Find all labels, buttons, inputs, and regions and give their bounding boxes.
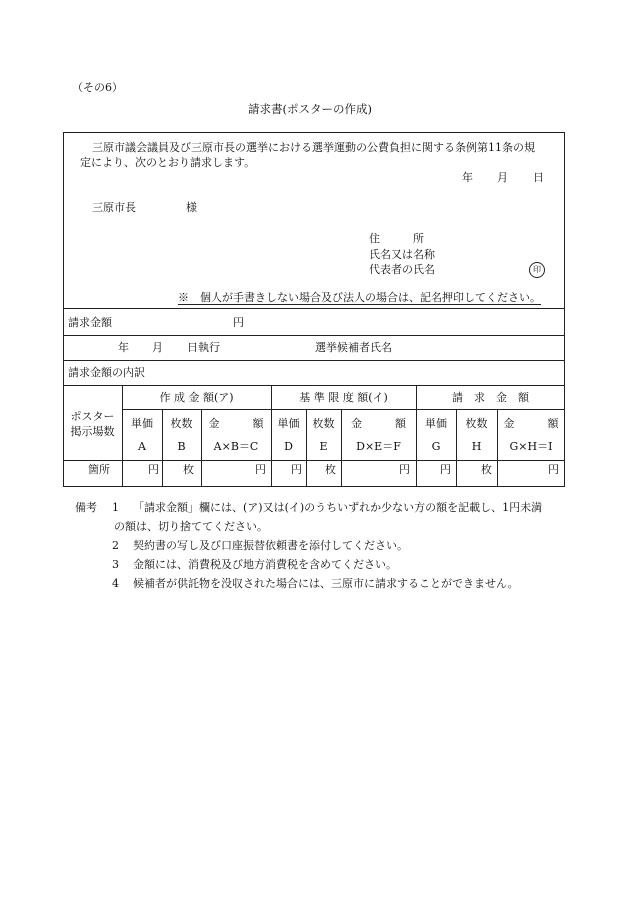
subheader-code: B — [177, 440, 186, 453]
unit-yen: 円 — [399, 463, 410, 476]
subheader-code: D — [284, 440, 293, 453]
representative-label: 代表者の氏名 — [369, 263, 435, 276]
subheader-label: 単価 — [131, 417, 153, 430]
form-number: （その6） — [72, 81, 123, 94]
subheader-code: G×H＝I — [509, 440, 553, 453]
date-month-label: 月 — [497, 171, 508, 184]
unit-sheets: 枚 — [481, 463, 492, 476]
divider — [63, 335, 565, 336]
subheader-label: 枚数 — [465, 417, 488, 430]
subheader-code: E — [319, 440, 328, 453]
addressee-honorific: 様 — [186, 201, 197, 214]
applicant-name-label: 氏名又は名称 — [369, 248, 435, 261]
date-day-label: 日 — [533, 171, 544, 184]
divider — [122, 409, 565, 410]
seal-mark-icon: 印 — [529, 262, 545, 278]
subheader-label: 枚数 — [312, 417, 335, 430]
divider — [63, 460, 565, 461]
intro-line-2: 定により、次のとおり請求します。 — [80, 156, 256, 169]
unit-yen: 円 — [440, 463, 451, 476]
subheader-label: 単価 — [425, 417, 447, 430]
remark-text: 契約書の写し及び口座振替依頼書を添付してください。 — [133, 539, 408, 552]
unit-sheets: 枚 — [183, 463, 194, 476]
group-header-production: 作 成 金 額(ア) — [159, 391, 234, 404]
seal-note: ※ 個人が手書きしない場合及び法人の場合は、記名押印してください。 — [178, 291, 541, 304]
amount-unit: 円 — [233, 316, 244, 329]
divider — [63, 360, 565, 361]
subheader-code: A — [138, 440, 146, 453]
form-frame — [63, 132, 565, 487]
addressee-name: 三原市長 — [92, 201, 136, 214]
breakdown-label: 請求金額の内訳 — [68, 366, 145, 379]
subheader-code: D×E＝F — [356, 440, 401, 453]
subheader-label: 金 額 — [503, 417, 559, 430]
subheader-label: 単価 — [277, 417, 300, 430]
divider — [63, 385, 565, 386]
remark-text: 候補者が供託物を没収された場合には、三原市に請求することができません。 — [133, 577, 519, 590]
remark-number: 4 — [112, 577, 119, 590]
remarks-heading: 備考 — [75, 501, 97, 514]
divider — [63, 308, 565, 309]
candidate-name-label: 選挙候補者氏名 — [315, 341, 392, 354]
remark-text: 金額には、消費税及び地方消費税を含めてください。 — [133, 558, 397, 571]
subheader-code: H — [471, 440, 482, 453]
row-header-line-2: 掲示場数 — [70, 425, 115, 438]
remark-number: 3 — [112, 558, 119, 571]
intro-line-1: 三原市議会議員及び三原市長の選挙における選挙運動の公費負担に関する条例第11条の規 — [92, 141, 535, 154]
unit-yen: 円 — [148, 463, 159, 476]
execution-month: 月 — [152, 341, 163, 354]
page-title: 請求書(ポスターの作成) — [248, 102, 372, 116]
subheader-label: 枚数 — [170, 417, 193, 430]
remark-number: 1 — [112, 501, 119, 514]
subheader-label: 金 額 — [208, 417, 264, 430]
address-label: 住 所 — [369, 232, 424, 245]
remark-text: の額は、切り捨ててください。 — [114, 520, 268, 533]
execution-day: 日執行 — [187, 341, 220, 354]
unit-yen: 円 — [255, 463, 266, 476]
group-header-claim: 請 求 金 額 — [452, 391, 529, 404]
subheader-label: 金 額 — [351, 417, 406, 430]
date-year-label: 年 — [462, 171, 473, 184]
remark-text: 「請求金額」欄には、(ア)又は(イ)のうちいずれか少ない方の額を記載し、1円未満 — [133, 501, 543, 514]
unit-yen: 円 — [548, 463, 559, 476]
subheader-code: G — [431, 440, 441, 453]
execution-year: 年 — [118, 341, 129, 354]
remark-number: 2 — [112, 539, 119, 552]
subheader-code: A×B＝C — [213, 440, 259, 453]
unit-yen: 円 — [291, 463, 302, 476]
unit-places: 箇所 — [88, 463, 110, 476]
group-header-limit: 基 準 限 度 額(イ) — [299, 391, 388, 404]
amount-label: 請求金額 — [68, 316, 112, 329]
row-header-line-1: ポスター — [70, 410, 115, 423]
unit-sheets: 枚 — [325, 463, 336, 476]
